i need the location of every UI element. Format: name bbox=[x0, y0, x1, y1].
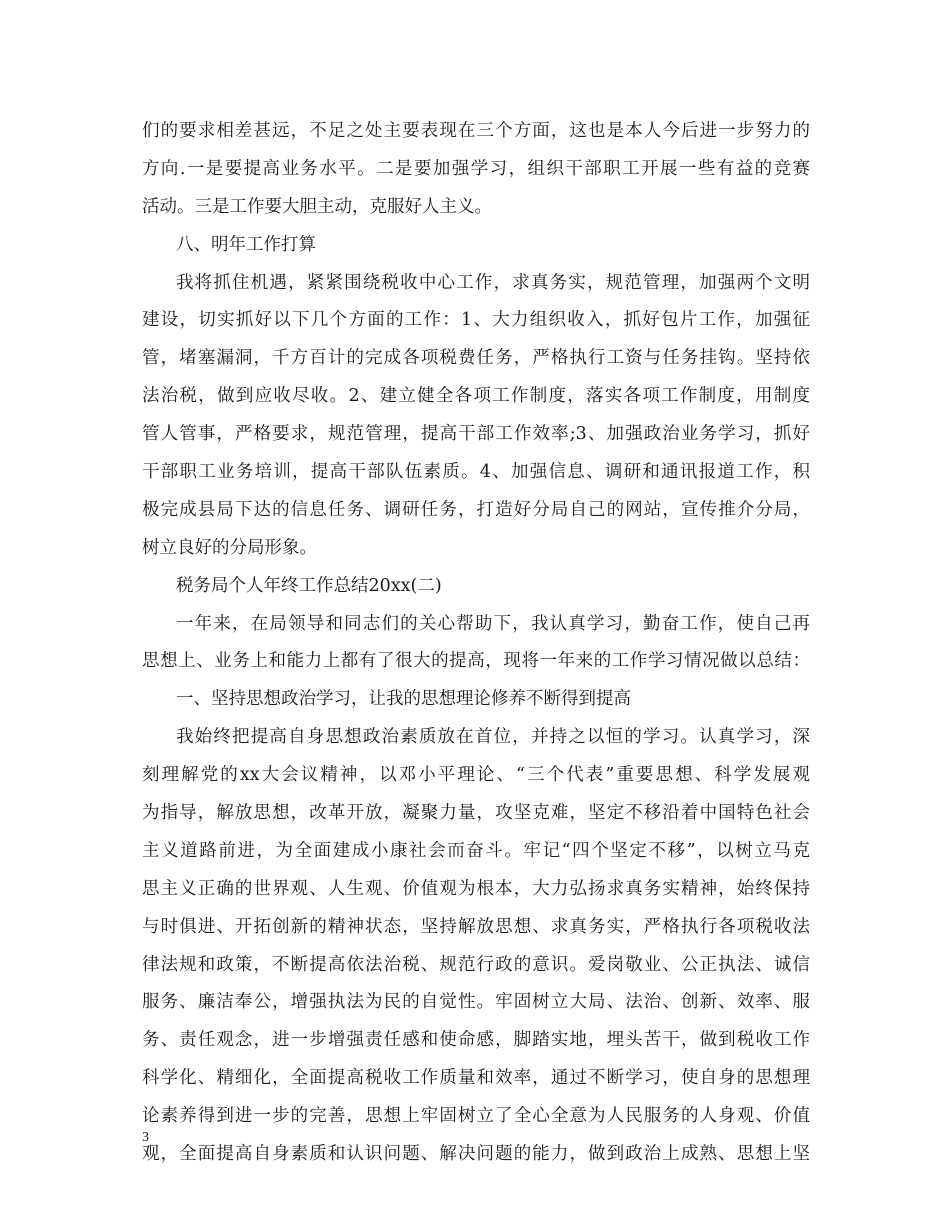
text-line: 建设，切实抓好以下几个方面的工作：1、大力组织收入，抓好包片工作，加强征 bbox=[142, 310, 810, 331]
text-line: 管人管事，严格要求，规范管理，提高干部工作效率;3、加强政治业务学习，抓好 bbox=[142, 424, 810, 445]
text-line: 方向.一是要提高业务水平。二是要加强学习，组织干部职工开展一些有益的竞赛 bbox=[142, 158, 810, 179]
section-heading: 一、坚持思想政治学习，让我的思想理论修养不断得到提高 bbox=[176, 689, 631, 710]
text-line: 活动。三是工作要大胆主动，克服好人主义。 bbox=[142, 196, 492, 217]
text-line: 思主义正确的世界观、人生观、价值观为根本，大力弘扬求真务实精神，始终保持 bbox=[142, 878, 810, 899]
text-line: 法治税，做到应收尽收。2、建立健全各项工作制度，落实各项工作制度，用制度 bbox=[142, 386, 810, 407]
section-title: 税务局个人年终工作总结20xx(二) bbox=[176, 575, 442, 596]
text-line: 观，全面提高自身素质和认识问题、解决问题的能力，做到政治上成熟、思想上坚 bbox=[142, 1144, 810, 1165]
text-line: 论素养得到进一步的完善，思想上牢固树立了全心全意为人民服务的人身观、价值 bbox=[142, 1106, 810, 1127]
text-line: 律法规和政策，不断提高依法治税、规范行政的意识。爱岗敬业、公正执法、诚信 bbox=[142, 954, 810, 975]
text-line: 树立良好的分局形象。 bbox=[142, 537, 317, 558]
text-line: 们的要求相差甚远，不足之处主要表现在三个方面，这也是本人今后进一步努力的 bbox=[142, 121, 810, 141]
text-line: 与时俱进、开拓创新的精神状态，坚持解放思想、求真务实，严格执行各项税收法 bbox=[142, 916, 810, 937]
text-line: 一年来，在局领导和同志们的关心帮助下，我认真学习，勤奋工作，使自己再 bbox=[176, 613, 810, 634]
text-line: 为指导，解放思想，改革开放，凝聚力量，攻坚克难，坚定不移沿着中国特色社会 bbox=[142, 803, 810, 824]
text-line: 主义道路前进，为全面建成小康社会而奋斗。牢记“四个坚定不移”，以树立马克 bbox=[142, 840, 810, 861]
section-heading: 八、明年工作打算 bbox=[176, 234, 316, 255]
text-line: 干部职工业务培训，提高干部队伍素质。4、加强信息、调研和通讯报道工作，积 bbox=[142, 462, 810, 483]
text-line: 科学化、精细化，全面提高税收工作质量和效率，通过不断学习，使自身的思想理 bbox=[142, 1068, 810, 1089]
text-line: 思想上、业务上和能力上都有了很大的提高，现将一年来的工作学习情况做以总结： bbox=[142, 651, 810, 672]
text-line: 极完成县局下达的信息任务、调研任务，打造好分局自己的网站，宣传推介分局， bbox=[142, 499, 810, 520]
text-line: 务、责任观念，进一步增强责任感和使命感，脚踏实地，埋头苦干，做到税收工作 bbox=[142, 1030, 810, 1051]
page-number: 3 bbox=[142, 1130, 149, 1145]
text-line: 刻理解党的xx大会议精神，以邓小平理论、“三个代表”重要思想、科学发展观 bbox=[142, 765, 810, 786]
document-body bbox=[142, 113, 810, 1174]
text-line: 我始终把提高自身思想政治素质放在首位，并持之以恒的学习。认真学习，深 bbox=[176, 727, 810, 748]
text-line: 服务、廉洁奉公，增强执法为民的自觉性。牢固树立大局、法治、创新、效率、服 bbox=[142, 992, 810, 1013]
text-line: 我将抓住机遇，紧紧围绕税收中心工作，求真务实，规范管理，加强两个文明 bbox=[176, 272, 810, 293]
text-line: 管，堵塞漏洞，千方百计的完成各项税费任务，严格执行工资与任务挂钩。坚持依 bbox=[142, 348, 810, 369]
